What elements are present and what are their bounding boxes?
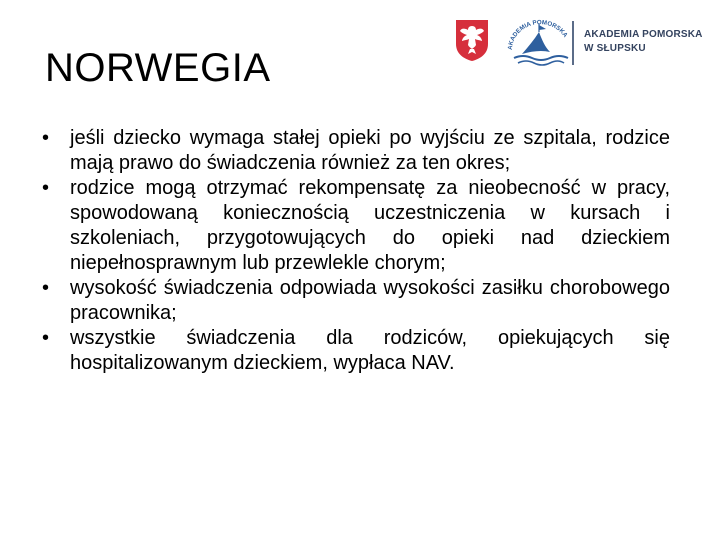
bullet-text: wysokość świadczenia odpowiada wysokości zasiłku chorobowego pracownika; [70,277,670,324]
bullet-text: rodzice mogą otrzymać rekompensatę za nieobecność w pracy, spowodowaną koniecznością uczestniczenia w kursach i szkoleniach, przygotowujących do opieki nad dzieckiem niepełnosprawnym lub przewlekle chorym; [70,177,670,274]
slide-title: NORWEGIA [45,46,271,90]
university-seal-text: AKADEMIA POMORSKA [506,19,569,51]
bullet-marker: • [42,327,50,349]
bullet-marker: • [42,127,50,149]
academy-name [584,28,703,56]
bullet-text: wszystkie świadczenia dla rodziców, opiekujących się hospitalizowanym dzieckiem, wypłaca NAV. [70,327,670,374]
bullet-item [40,176,670,276]
bullet-list [40,126,670,376]
academy-name-line-1: AKADEMIA POMORSKA [584,29,703,40]
bullet-marker: • [42,177,50,199]
header-logos [448,14,710,70]
academy-name-line-2: W SŁUPSKU [584,43,646,54]
logo-divider [572,21,574,65]
polish-eagle-emblem-icon [454,18,490,62]
bullet-item [40,326,670,376]
bullet-marker: • [42,277,50,299]
bullet-item [40,126,670,176]
bullet-item [40,276,670,326]
bullet-text: jeśli dziecko wymaga stałej opieki po wyjściu ze szpitala, rodzice mają prawo do świadczenia również za ten okres; [70,127,670,174]
